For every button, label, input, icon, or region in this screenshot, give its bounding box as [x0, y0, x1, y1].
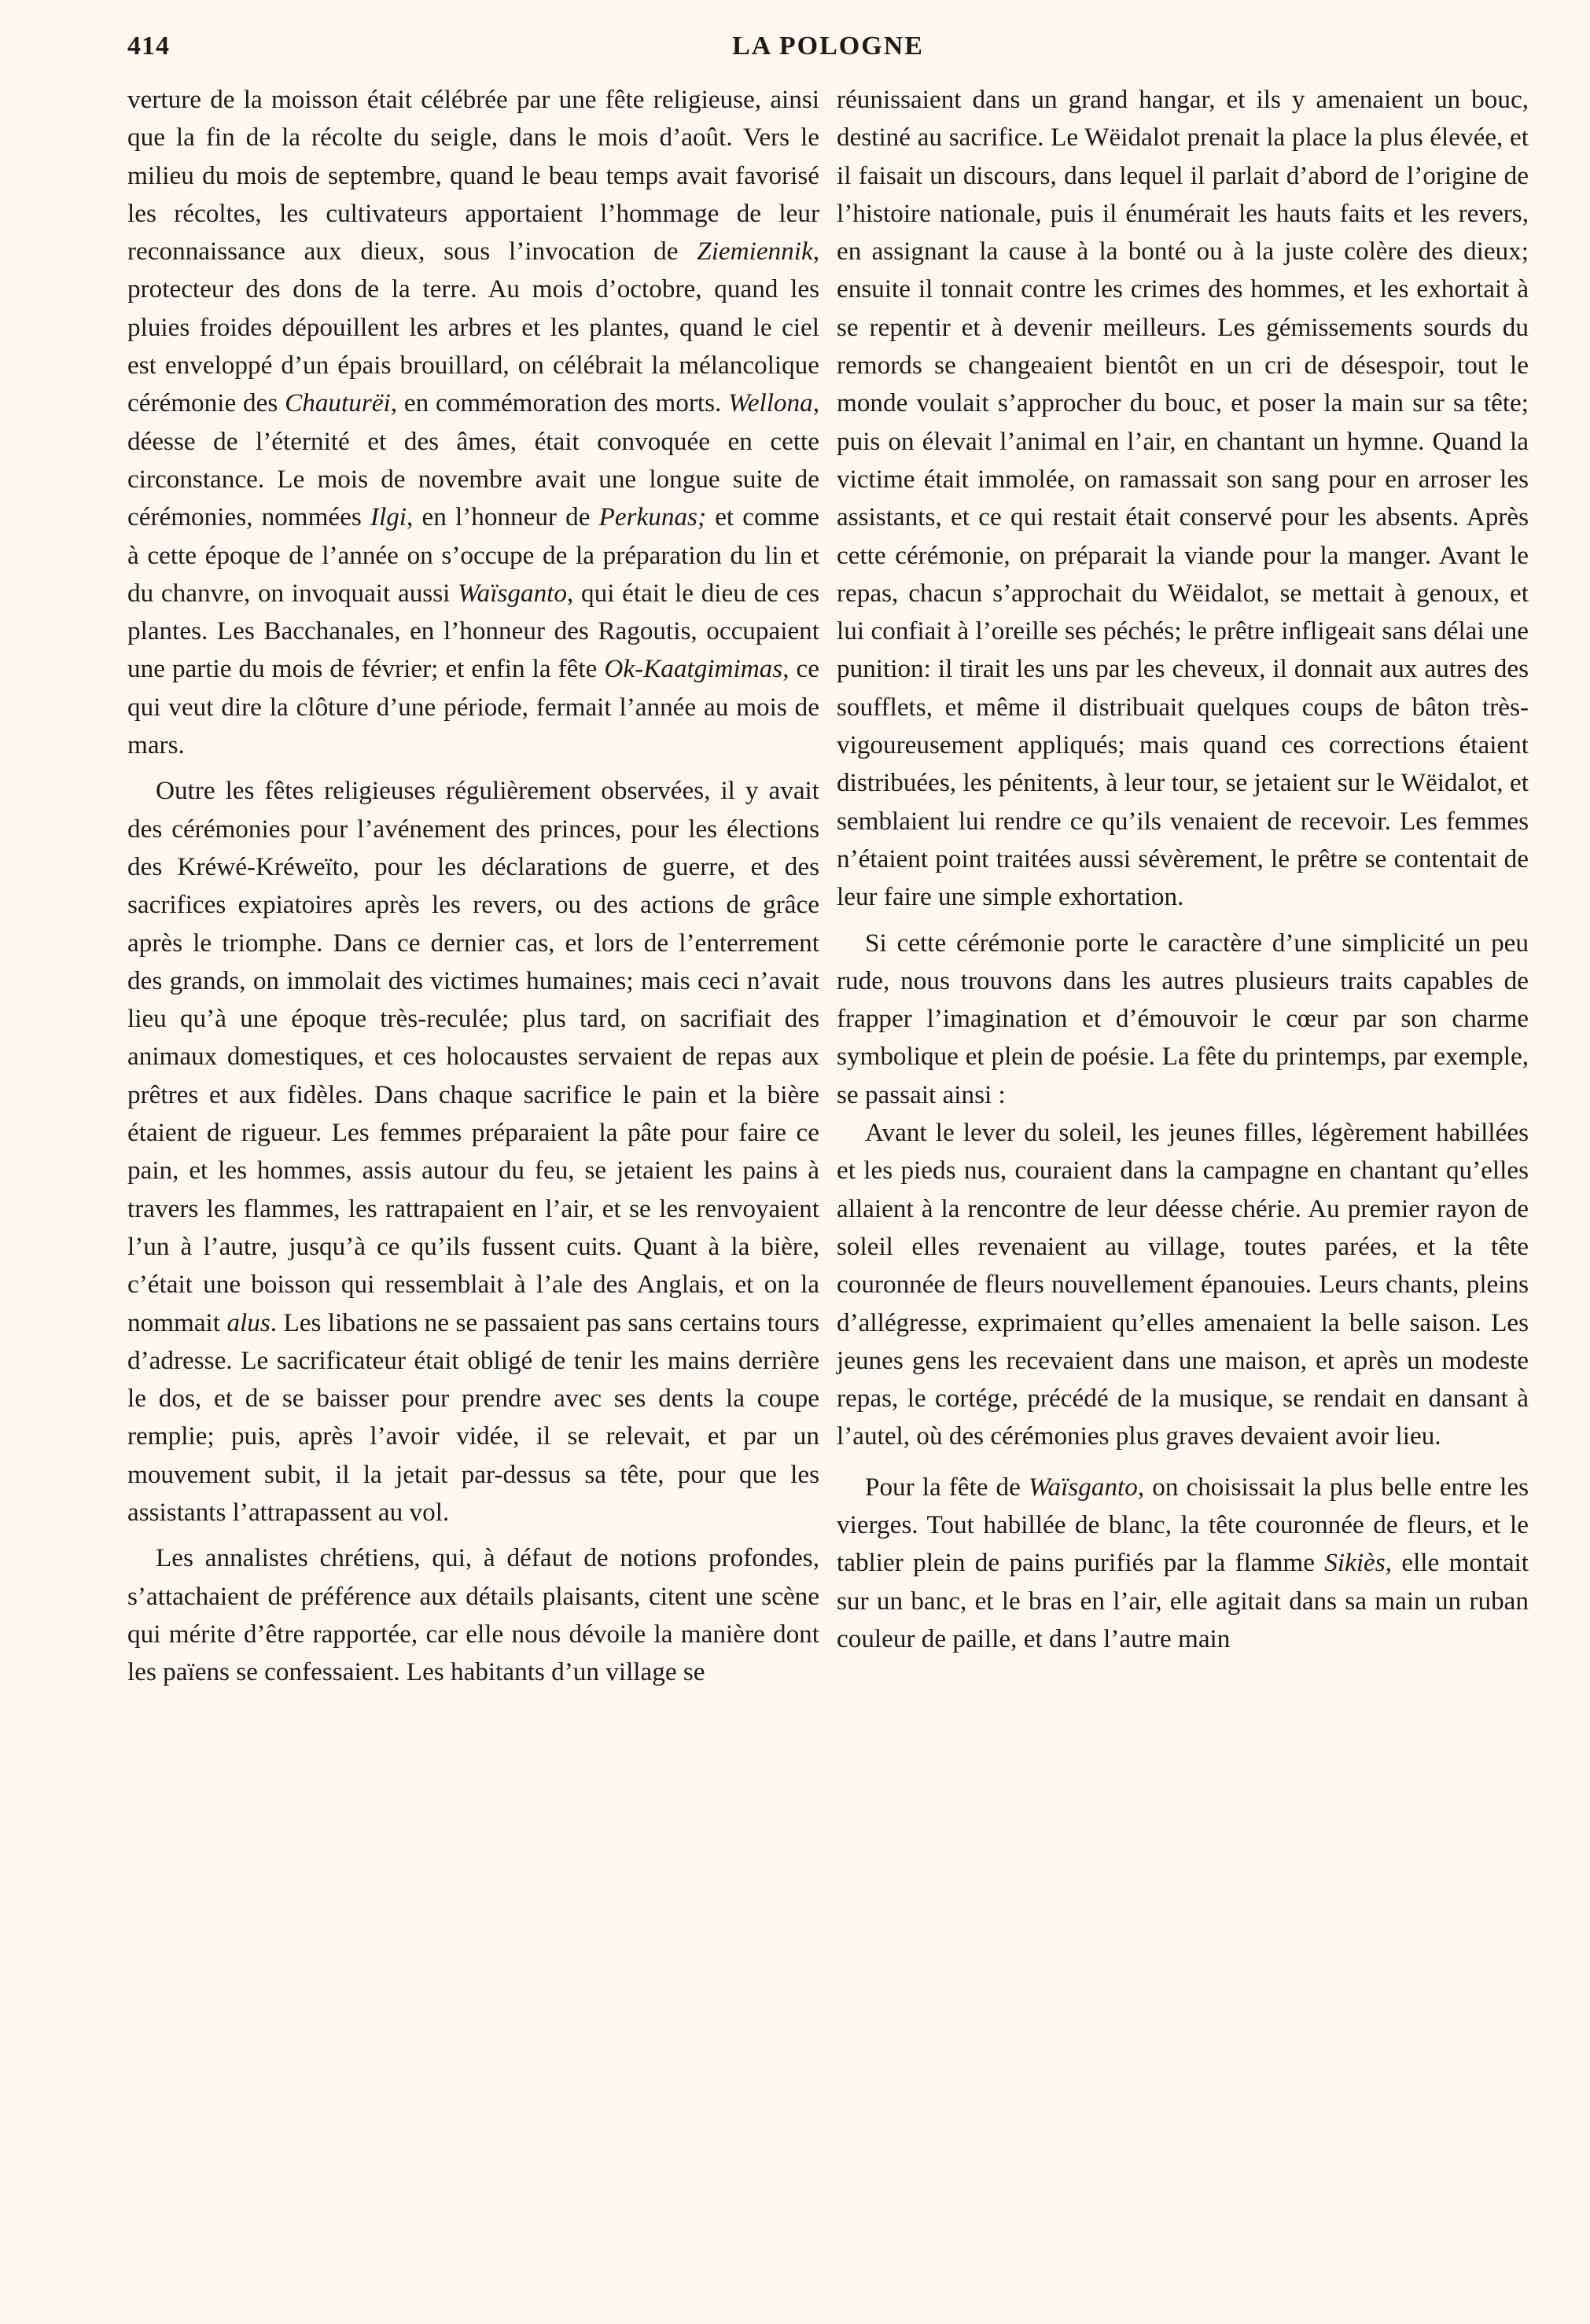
italic-term: Chauturëi	[285, 388, 391, 418]
paragraph: Pour la fête de Waïsganto, on choisissait la plus belle entre les vierges. Tout habillée de blanc, la tête couronnée de fleurs, et le tablier plein de pains purifiés par la flamme Sikiès, elle montait sur un banc, et le bras en l’air, elle agitait dans sa main un ruban couleur de paille, et dans l’autre main	[837, 1472, 1529, 1653]
italic-term: Waïsganto	[1028, 1472, 1138, 1502]
italic-term: Sikiès	[1324, 1548, 1386, 1578]
italic-term: Waïsganto	[458, 578, 568, 608]
page-header	[127, 31, 1529, 66]
running-title: LA POLOGNE	[732, 31, 924, 61]
italic-term: Wellona	[728, 388, 813, 418]
paragraph: Avant le lever du soleil, les jeunes filles, légèrement habillées et les pieds nus, couraient dans la campagne en chantant qu’elles allaient à la rencontre de leur déesse chérie. Au premier rayon de soleil elles revenaient au village, toutes parées, et la tête couronnée de fleurs nouvellement épanouies. Leurs chants, pleins d’allégresse, exprimaient qu’elles amenaient la belle saison. Les jeunes gens les recevaient dans une maison, et après un modeste repas, le cortége, précédé de la musique, se rendait en dansant à l’autel, où des cérémonies plus graves devaient avoir lieu.	[837, 1118, 1529, 1451]
right-column	[837, 81, 1529, 1658]
paragraph: Les annalistes chrétiens, qui, à défaut de notions profondes, s’attachaient de préférence aux détails plaisants, citent une scène qui mérite d’être rapportée, car elle nous dévoile la manière dont les païens se confessaient. Les habitants d’un village se	[127, 1543, 819, 1687]
page-number: 414	[127, 31, 170, 61]
paragraph: réunissaient dans un grand hangar, et ils y amenaient un bouc, destiné au sacrifice. Le Wëidalot prenait la place la plus élevée, et il faisait un discours, dans lequel il parlait d’abord de l’origine de l’histoire nationale, puis il énumérait les hauts faits et les revers, en assignant la cause à la bonté ou à la juste colère des dieux; ensuite il tonnait contre les crimes des hommes, et les exhortait à se repentir et à devenir meilleurs. Les gémissements sourds du remords se changeaient bientôt en un cri de désespoir, tout le monde voulait s’approcher du bouc, et poser la main sur sa tête; puis on élevait l’animal en l’air, en chantant un hymne. Quand la victime était immolée, on ramassait son sang pour en arroser les assistants, et ce qui restait était conservé pour les absents. Après cette cérémonie, on préparait la viande pour la manger. Avant le repas, chacun s’approchait du Wëidalot, se mettait à genoux, et lui confiait à l’oreille ses péchés; le prêtre infligeait sans délai une punition: il tirait les uns par les cheveux, il donnait aux autres des soufflets, et même il distribuait quelques coups de bâton très-vigoureusement appliqués; mais quand ces corrections étaient distribuées, les pénitents, à leur tour, se jetaient sur le Wëidalot, et semblaient lui rendre ce qu’ils venaient de recevoir. Les femmes n’étaient point traitées aussi sévèrement, le prêtre se contentait de leur faire une simple exhortation.	[837, 85, 1529, 912]
italic-term: Ilgi	[370, 502, 407, 532]
italic-term: Perkunas;	[598, 502, 707, 532]
paragraph: verture de la moisson était célébrée par une fête religieuse, ainsi que la fin de la récolte du seigle, dans le mois d’août. Vers le milieu du mois de septembre, quand le beau temps avait favorisé les récoltes, les cultivateurs apportaient l’hommage de leur reconnaissance aux dieux, sous l’invocation de Ziemiennik, protecteur des dons de la terre. Au mois d’octobre, quand les pluies froides dépouillent les arbres et les plantes, quand le ciel est enveloppé d’un épais brouillard, on célébrait la mélancolique cérémonie des Chauturëi, en commémoration des morts. Wellona, déesse de l’éternité et des âmes, était convoquée en cette circonstance. Le mois de novembre avait une longue suite de cérémonies, nommées Ilgi, en l’honneur de Perkunas; et comme à cette époque de l’année on s’occupe de la préparation du lin et du chanvre, on invoquait aussi Waïsganto, qui était le dieu de ces plantes. Les Bacchanales, en l’honneur des Ragoutis, occupaient une partie du mois de février; et enfin la fête Ok-Kaatgimimas, ce qui veut dire la clôture d’une période, fermait l’année au mois de mars.	[127, 85, 819, 760]
paragraph: Si cette cérémonie porte le caractère d’une simplicité un peu rude, nous trouvons dans les autres plusieurs traits capables de frapper l’imagination et d’émouvoir le cœur par son charme symbolique et plein de poésie. La fête du printemps, par exemple, se passait ainsi :	[837, 928, 1529, 1109]
italic-term: Ok-Kaatgimimas	[604, 654, 783, 684]
paragraph: Outre les fêtes religieuses régulièrement observées, il y avait des cérémonies pour l’avénement des princes, pour les élections des Kréwé-Kréweïto, pour les déclarations de guerre, et des sacrifices expiatoires après les revers, ou des actions de grâce après le triomphe. Dans ce dernier cas, et lors de l’enterrement des grands, on immolait des victimes humaines; mais ceci n’avait lieu qu’à une époque très-reculée; plus tard, on sacrifiait des animaux domestiques, et ces holocaustes servaient de repas aux prêtres et aux fidèles. Dans chaque sacrifice le pain et la bière étaient de rigueur. Les femmes préparaient la pâte pour faire ce pain, et les hommes, assis autour du feu, se jetaient les pains à travers les flammes, les rattrapaient en l’air, et se les renvoyaient l’un à l’autre, jusqu’à ce qu’ils fussent cuits. Quant à la bière, c’était une boisson qui ressemblait à l’ale des Anglais, et on la nommait alus. Les libations ne se passaient pas sans certains tours d’adresse. Le sacrificateur était obligé de tenir les mains derrière le dos, et de se baisser pour prendre avec ses dents la coupe remplie; puis, après l’avoir vidée, il se relevait, et par un mouvement subit, il la jetait par-dessus sa tête, pour que les assistants l’attrapassent au vol.	[127, 776, 819, 1527]
italic-term: alus	[226, 1307, 271, 1337]
italic-term: Ziemiennik	[697, 237, 813, 267]
left-column	[127, 81, 819, 1691]
